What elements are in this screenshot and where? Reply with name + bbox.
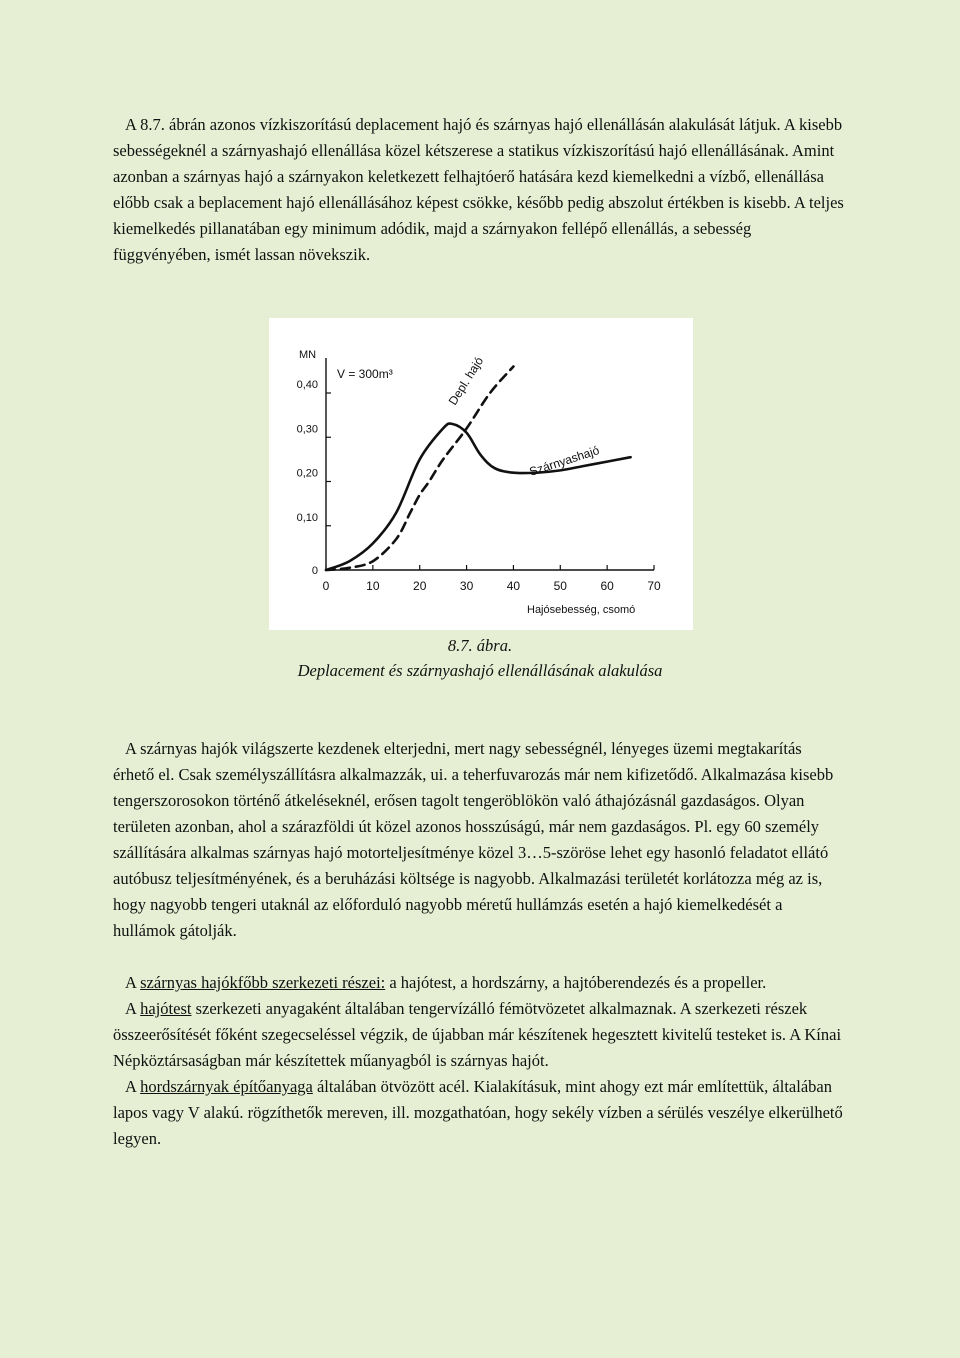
p4-link[interactable]: hajótest [140, 999, 192, 1018]
series-label-wing: Szárnyashajó [527, 443, 602, 479]
y-tick-label: 0,40 [296, 379, 318, 391]
x-tick-label: 40 [506, 579, 521, 593]
p5-prefix: A [125, 1077, 141, 1096]
y-tick-label: 0 [311, 565, 318, 577]
x-tick-label: 0 [322, 579, 330, 593]
y-tick-label: 0,10 [296, 511, 318, 524]
p3-prefix: A [125, 973, 141, 992]
figure-8-7 [269, 318, 693, 630]
x-tick-label: 50 [553, 579, 567, 593]
body-paragraph-5 [113, 1074, 847, 1152]
series-line-wing [326, 423, 631, 570]
x-tick-label: 20 [413, 579, 427, 593]
body-paragraph-4 [113, 996, 847, 1074]
p5-suffix: általában ötvözött acél. Kialakításuk, mint ahogy ezt már említettük, általában lapos vagy V alakú. rögzíthetők mereven, ill. mozgathatóan, hogy sekély vízben a sérülés veszélye elkerülhető legyen. [113, 1077, 843, 1148]
x-tick-label: 10 [366, 579, 380, 593]
resistance-chart [269, 318, 693, 630]
x-tick-label: 70 [647, 579, 661, 593]
figure-number: 8.7. ábra. [447, 636, 513, 655]
series-line-depl [326, 367, 513, 571]
series-label-depl: Depl. hajó [445, 354, 487, 408]
chart-series [326, 367, 631, 571]
intro-paragraph: A 8.7. ábrán azonos vízkiszorítású deplacement hajó és szárnyas hajó ellenállásán alakulását látjuk. A kisebb sebességeknél a szárnyashajó ellenállása közel kétszerese a statikus vízkiszorítású hajó ellenállásának. Amint azonban a szárnyas hajó a szárnyakon keletkezett felhajtóerő hatására kezd kiemelkedni a vízbő, ellenállása előbb csak a beplacement hajó ellenállásához képest csökke, később pedig abszolut értékben is kisebb. A teljes kiemelkedés pillanatában egy minimum adódik, majd a szárnyakon fellépő ellenállás, a sebesség függvényében, ismét lassan növekszik. [113, 115, 844, 264]
p5-link[interactable]: hordszárnyak építőanyaga [140, 1077, 313, 1096]
intro-section [113, 112, 847, 268]
x-tick-label: 30 [459, 579, 474, 593]
y-tick-label: 0,20 [296, 467, 318, 480]
p3-link[interactable]: szárnyas hajókfőbb szerkezeti részei: [140, 973, 386, 992]
volume-label: V = 300m³ [337, 367, 393, 381]
figure-caption: Deplacement és szárnyashajó ellenállásának alakulása [297, 661, 663, 680]
y-axis-label: MN [299, 349, 317, 361]
p3-suffix: a hajótest, a hordszárny, a hajtóberendezés és a propeller. [385, 973, 767, 992]
body-paragraph-3 [113, 970, 847, 996]
body-paragraph-2: A szárnyas hajók világszerte kezdenek elterjedni, mert nagy sebességnél, lényeges üzemi megtakarítás érhető el. Csak személyszállításra alkalmazzák, ui. a teherfuvarozás már nem kifizetődő. Alkalmazása kisebb tengerszorosokon történő átkeléseknél, erősen tagolt tengeröblökön való áthajózásnál gazdaságos. Olyan területen azonban, ahol a szárazföldi út közel azonos hosszúságú, már nem gazdaságos. Pl. egy 60 személy szállítására alkalmas szárnyas hajó motorteljesítménye közel 3…5-szöröse lehet egy hasonló feladatot ellátó autóbusz teljesítményének, és a beruházási költsége is nagyobb. Alkalmazási területét korlátozza még az is, hogy nagyobb tengeri utaknál az előforduló nagyobb méretű hullámzás esetén a hajó kiemelkedését a hullámok gátolják. [113, 739, 834, 940]
x-axis-label: Hajósebesség, csomó [527, 604, 636, 616]
p4-suffix: szerkezeti anyagaként általában tengervízálló fémötvözetet alkalmaznak. A szerkezeti részek összeerősítését főként szegecseléssel végzik, de újabban már készítenek hegesztett kivitelű testeket is. A Kínai Népköztársaságban már készítettek műanyagból is szárnyas hajót. [113, 999, 842, 1070]
y-tick-label: 0,30 [296, 423, 318, 436]
x-tick-label: 60 [600, 579, 614, 593]
body-section [113, 736, 847, 1152]
p4-prefix: A [125, 999, 141, 1018]
